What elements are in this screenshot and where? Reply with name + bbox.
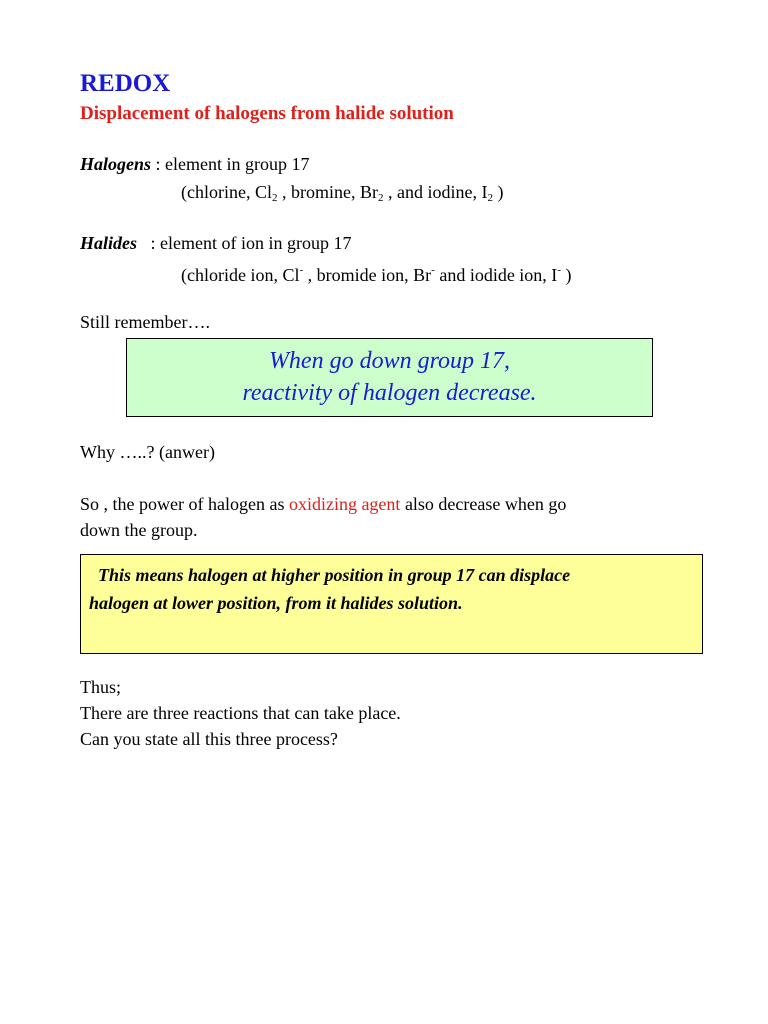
halides-examples (181, 259, 571, 286)
page-title: REDOX (80, 70, 171, 97)
halides-definition-text: : element of ion in group 17 (137, 233, 352, 253)
still-remember-text: Still remember…. (80, 312, 210, 332)
superscript: - (557, 264, 561, 276)
explanation-box (80, 554, 703, 654)
halides-term: Halides (80, 233, 137, 253)
page-subtitle: Displacement of halogens from halide solution (80, 103, 454, 124)
so-text-before: So , the power of halogen as (80, 494, 289, 514)
subscript: 2 (377, 192, 384, 204)
superscript: - (431, 264, 435, 276)
subscript: 2 (271, 192, 278, 204)
halogens-example-text: (chlorine, Cl (181, 182, 272, 202)
halogens-example-text: , bromine, Br (277, 182, 378, 202)
explanation-line-2: halogen at lower position, from it halides solution. (89, 593, 463, 613)
halides-example-text: (chloride ion, Cl (181, 265, 300, 285)
so-paragraph-line-1 (80, 493, 566, 515)
superscript: - (299, 264, 304, 276)
halides-example-text: and iodide ion, I (434, 265, 558, 285)
key-fact-line-2: reactivity of halogen decrease. (242, 380, 537, 406)
so-paragraph-line-2: down the group. (80, 520, 198, 540)
halogens-definition (80, 153, 309, 175)
halides-example-text: , bromide ion, Br (303, 265, 432, 285)
so-text-after: also decrease when go (400, 494, 567, 514)
halides-definition (80, 232, 351, 254)
why-text: Why …..? (anwer) (80, 442, 215, 462)
oxidizing-agent-highlight: oxidizing agent (288, 494, 401, 514)
thus-text: Thus; (80, 677, 122, 697)
halides-example-text: ) (560, 265, 572, 285)
halogens-example-text: , and iodine, I (383, 182, 488, 202)
halogens-examples (181, 181, 503, 209)
subscript: 2 (487, 192, 493, 204)
key-fact-line-1: When go down group 17, (268, 348, 511, 374)
question-text: Can you state all this three process? (80, 729, 338, 749)
three-reactions-text: There are three reactions that can take place. (80, 703, 401, 723)
explanation-line-1: This means halogen at higher position in group 17 can displace (89, 565, 571, 585)
halogens-term: Halogens (80, 154, 152, 174)
key-fact-box (126, 338, 653, 417)
halogens-example-text: ) (492, 182, 504, 202)
halogens-definition-text: : element in group 17 (151, 154, 310, 174)
